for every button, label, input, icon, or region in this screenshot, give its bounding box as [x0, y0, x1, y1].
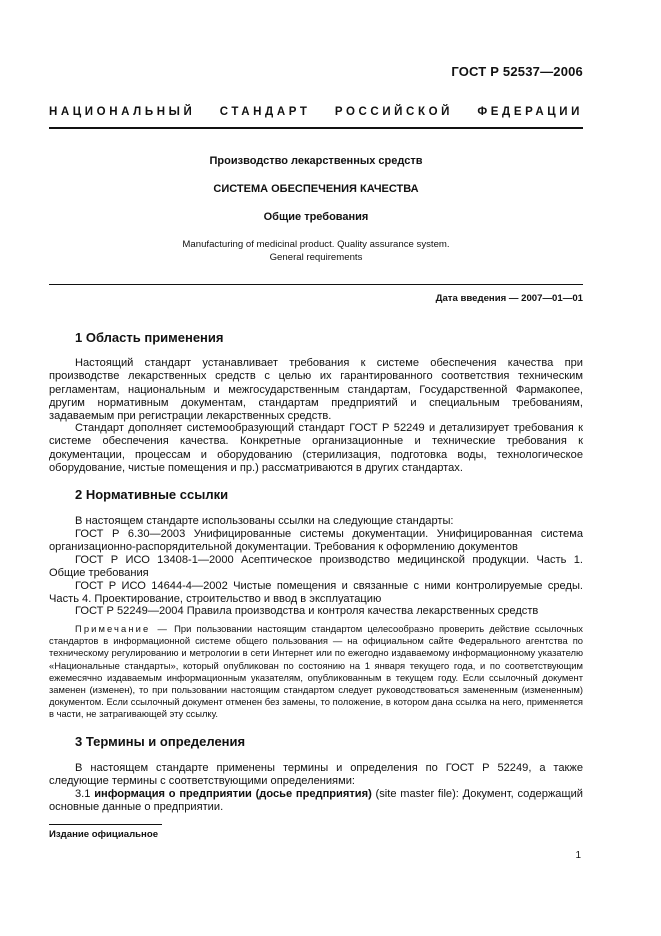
- top-divider: [49, 127, 583, 129]
- section-2-intro: В настоящем стандарте использованы ссылки на следующие стандарты:: [75, 515, 454, 527]
- title-divider: [49, 284, 583, 285]
- reference-iso-13408: ГОСТ Р ИСО 13408-1—2000 Асептическое производство медицинской продукции. Часть 1. Общие требования: [49, 554, 583, 580]
- title-line-3: Общие требования: [263, 211, 369, 223]
- english-title-line-1: Manufacturing of medicinal product. Quality assurance system.: [182, 239, 450, 250]
- term-definition: (site master file): Документ, содержащий основные данные о предприятии.: [49, 788, 583, 814]
- reference-iso-14644: ГОСТ Р ИСО 14644-4—2002 Чистые помещения и связанные с ними контролируемые среды. Часть 4. Проектирование, строительство и ввод в эксплуатацию: [49, 580, 583, 606]
- term-name: информация о предприятии (досье предприятия): [94, 788, 372, 800]
- english-title-line-2: General requirements: [269, 252, 363, 263]
- note-label: Примечание —: [75, 623, 169, 634]
- section-3-heading: 3 Термины и определения: [75, 734, 246, 749]
- reference-gost-52249: ГОСТ Р 52249—2004 Правила производства и контроля качества лекарственных средств: [75, 605, 539, 617]
- section-1-paragraph-2: Стандарт дополняет системообразующий стандарт ГОСТ Р 52249 и детализирует требования к системе обеспечения качества. Конкретные организационные и технические требования к документации, процессам и оборудованию (стерилизация, подготовка воды, технологическое оборудование, чистые помещения и пр.) рассматриваются в других стандартах.: [49, 422, 583, 474]
- footer-divider: [49, 824, 162, 825]
- section-1-heading: 1 Область применения: [75, 330, 224, 345]
- title-line-1: Производство лекарственных средств: [209, 155, 423, 167]
- official-edition-label: Издание официальное: [49, 829, 159, 840]
- page-number: 1: [575, 850, 581, 861]
- section-2-heading: 2 Нормативные ссылки: [75, 487, 229, 502]
- section-2-note: [49, 623, 583, 721]
- reference-gost-6-30: ГОСТ Р 6.30—2003 Унифицированные системы документации. Унифицированная система организационно-распорядительной документации. Требования к оформлению документов: [49, 528, 583, 554]
- note-text: При пользовании настоящим стандартом целесообразно проверить действие ссылочных стандартов в информационной системе общего пользования — на официальном сайте Федерального агентства по техническому регулированию и метрологии в сети Интернет или по ежегодно издаваемому информационному указателю «Национальные стандарты», который опубликован по состоянию на 1 января текущего года, и по соответствующим ежемесячно издаваемым информационным указателям, опубликованным в текущем году. Если ссылочный документ заменен (изменен), то при пользовании настоящим стандартом следует руководствоваться замененным (измененным) документом. Если ссылочный документ отменен без замены, то положение, в котором дана ссылка на него, применяется в части, не затрагивающей эту ссылку.: [49, 623, 583, 720]
- term-3-1: [49, 788, 583, 815]
- introduction-date: Дата введения — 2007—01—01: [435, 293, 583, 304]
- standard-number: ГОСТ Р 52537—2006: [451, 64, 583, 79]
- section-3-intro: В настоящем стандарте применены термины и определения по ГОСТ Р 52249, а также следующие термины с соответствующими определениями:: [49, 762, 583, 788]
- national-standard-banner: НАЦИОНАЛЬНЫЙ СТАНДАРТ РОССИЙСКОЙ ФЕДЕРАЦИИ: [49, 106, 583, 118]
- title-line-2: СИСТЕМА ОБЕСПЕЧЕНИЯ КАЧЕСТВА: [213, 183, 419, 195]
- section-1-paragraph-1: Настоящий стандарт устанавливает требования к системе обеспечения качества при производстве лекарственных средств с целью их гарантированного соответствия техническим регламентам, национальным и межгосударственным стандартам, Государственной Фармакопее, другим нормативным документам, стандартам предприятий и специальным требованиям, задаваемым при регистрации лекарственных средств.: [49, 357, 583, 423]
- term-number: 3.1: [75, 788, 95, 800]
